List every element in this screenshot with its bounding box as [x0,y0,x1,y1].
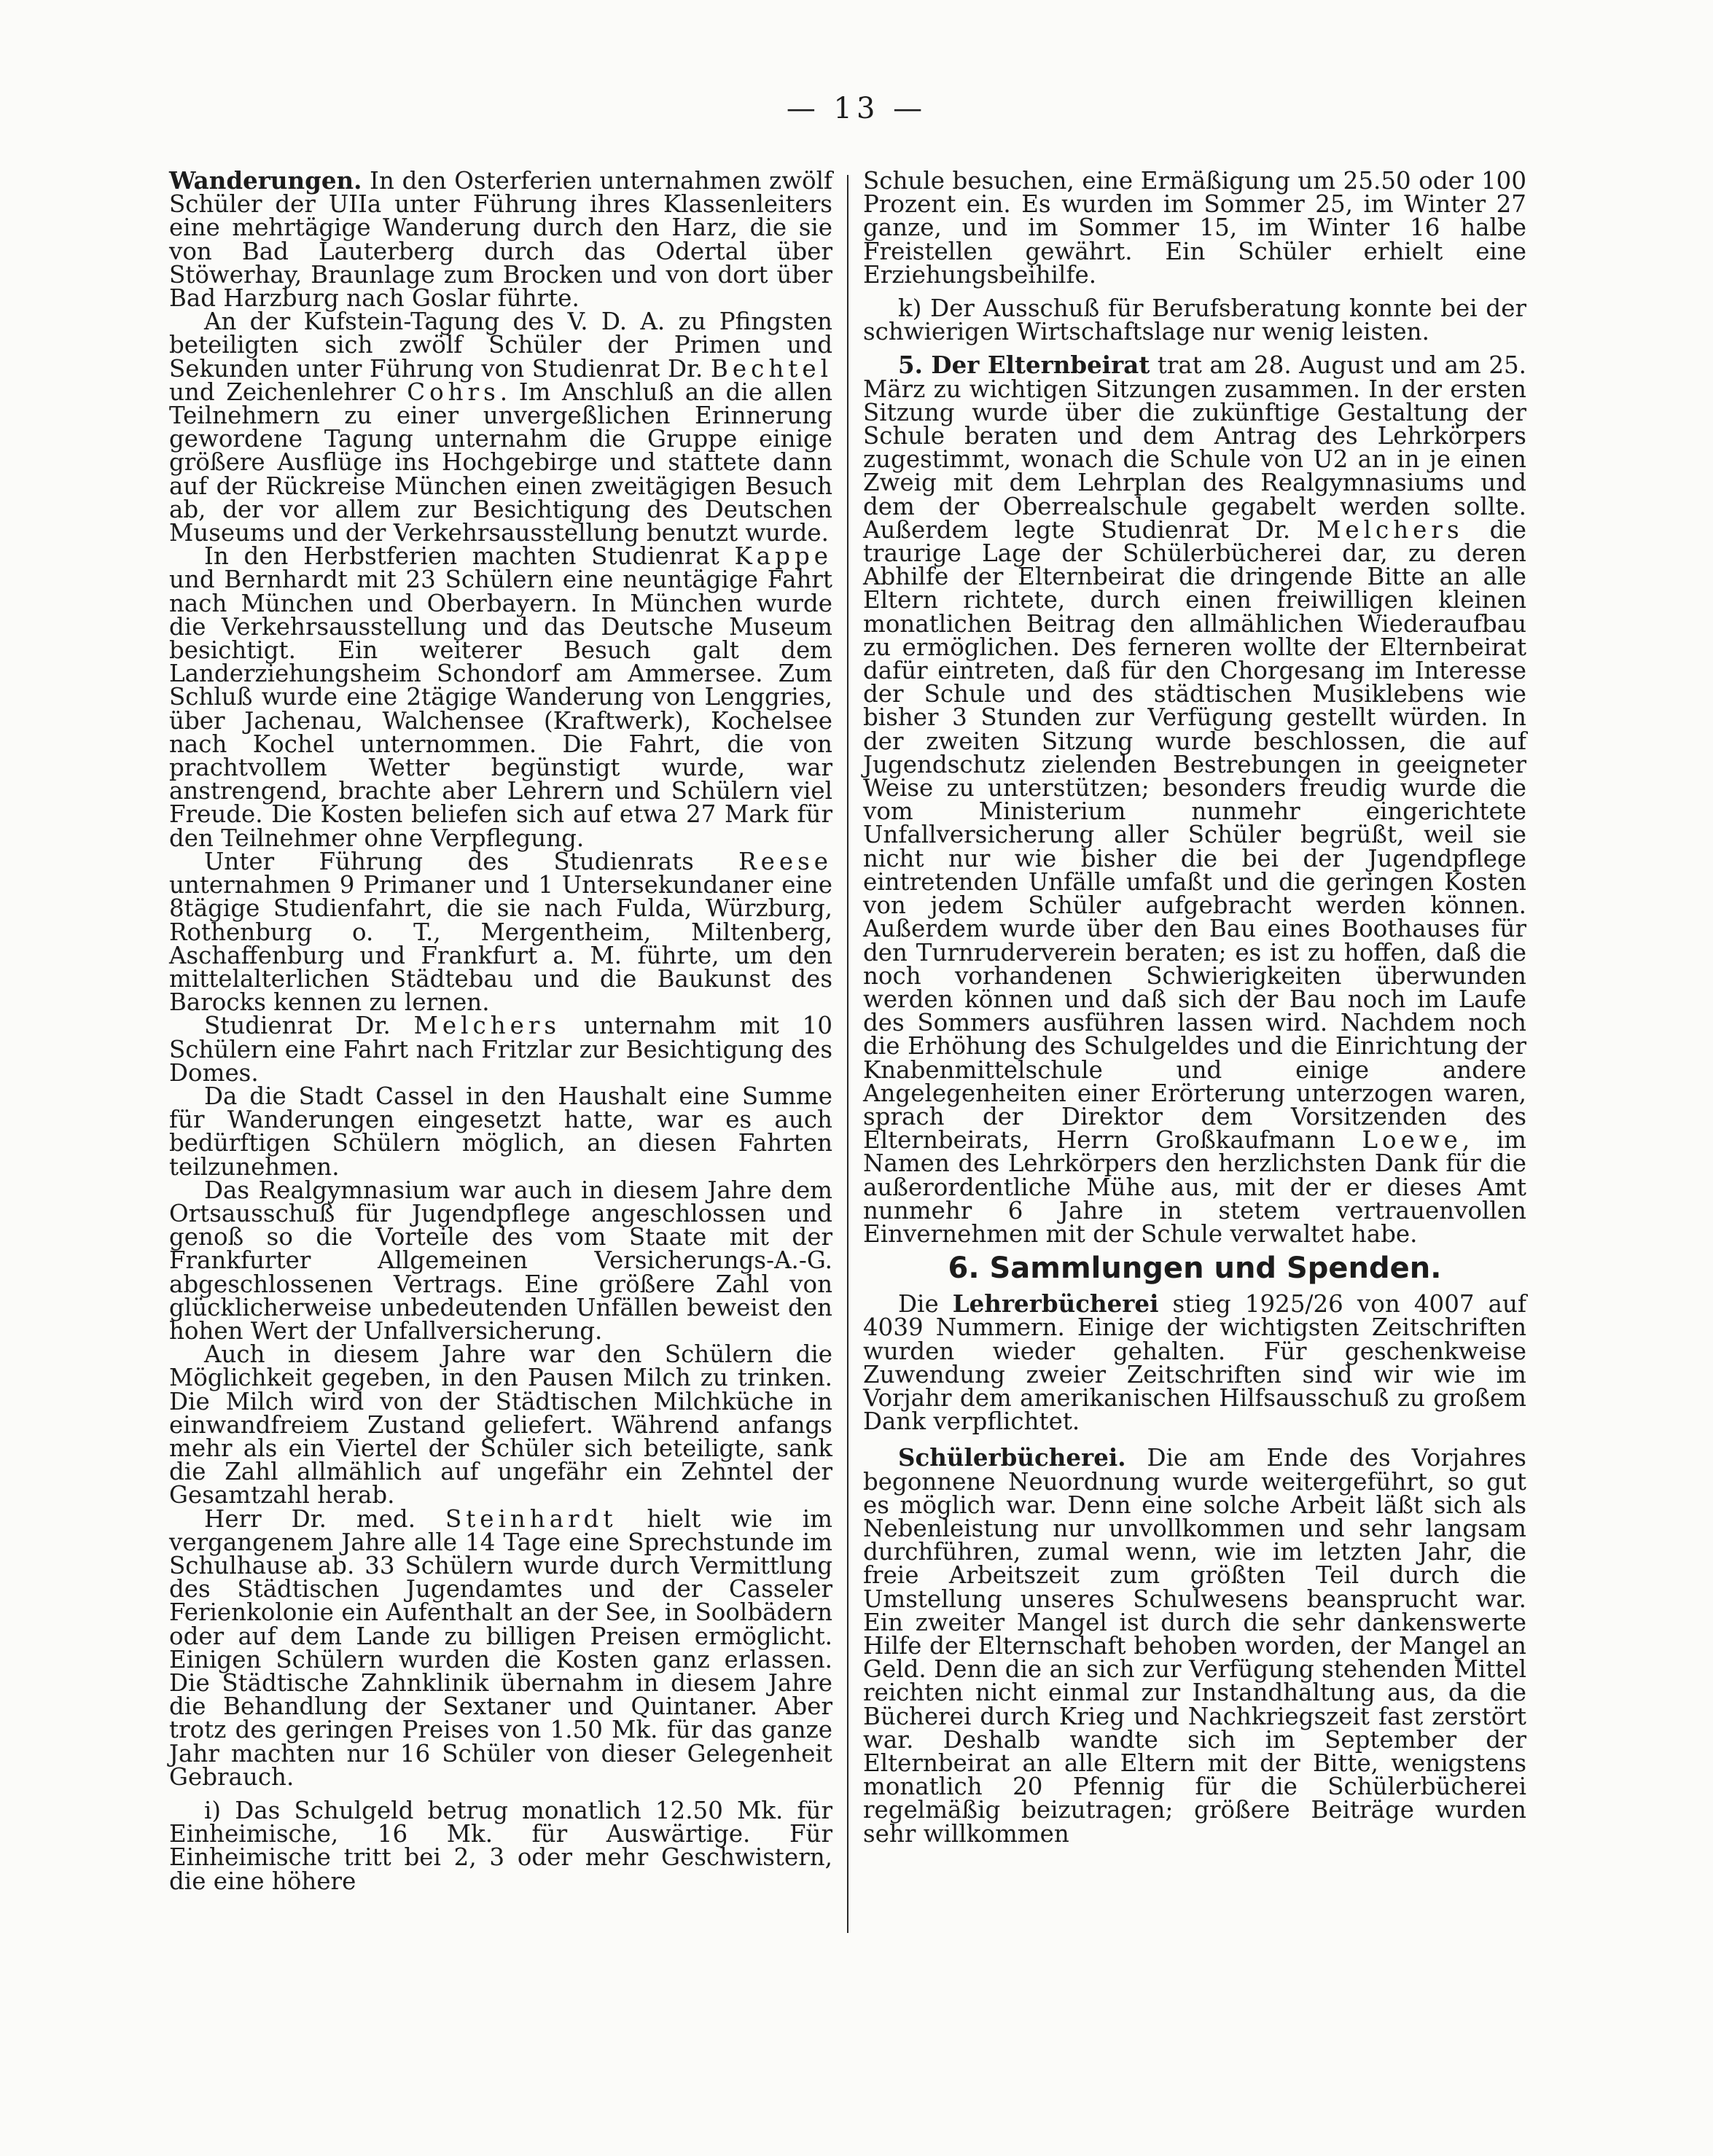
run-in-heading-wanderungen: Wanderungen. [169,166,362,195]
left-column [169,166,833,1895]
paragraph-schuelerbuecherei: Schülerbücherei. Die am Ende des Vorjahres begonnene Neuordnung wurde weitergeführt, so gut es möglich war. Denn eine solche Arbeit läßt sich als Nebenleistung nur unvollkommen und sehr langsam durchführen, zumal wenn, wie im letzten Jahr, die freie Arbeitszeit zum größten Teil durch die Umstellung unseres Schulwesens beansprucht war. Ein zweiter Mangel ist durch die sehr dankenswerte Hilfe der Elternschaft behoben worden, der Mangel an Geld. Denn die an sich zur Verfügung stehenden Mittel reichten nicht einmal zur Instandhaltung aus, da die Bücherei durch Krieg und Nachkriegszeit fast zerstört war. Deshalb wandte sich im September der Elternbeirat an alle Eltern mit der Bitte, wenigstens monatlich 20 Pfennig für die Schülerbücherei regelmäßig beizutragen; größere Beiträge wurden sehr willkommen [863,1443,1526,1848]
paragraph-fritzlar: Studienrat Dr. Melchers unternahm mit 10 Schülern eine Fahrt nach Fritzlar zur Besichtigung des Domes. [169,1012,833,1087]
name-melchers-2: Melchers [1316,515,1464,544]
run-in-heading-lehrerbuecherei: Lehrerbücherei [952,1289,1159,1319]
paragraph-elternbeirat: 5. Der Elternbeirat trat am 28. August und am 25. März zu wichtigen Sitzungen zusammen. In der ersten Sitzung wurde über die zukünftige Gestaltung der Schule beraten und dem Antrag des Lehrkörpers zugestimmt, wonach die Schule von U2 an in je einen Zweig mit dem Lehrplan des Realgymnasiums und dem der Oberrealschule gegabelt werden sollte. Außerdem legte Studienrat Dr. Melchers die traurige Lage der Schülerbücherei dar, zu deren Abhilfe der Elternbeirat die dringende Bitte an alle Eltern richtete, durch einen freiwilligen kleinen monatlichen Beitrag den allmählichen Wiederaufbau zu ermöglichen. Des ferneren wollte der Elternbeirat dafür eintreten, daß für den Chorgesang im Interesse der Schule und des städtischen Musiklebens wie bisher 3 Stunden zur Verfügung gestellt würden. In der zweiten Sitzung wurde beschlossen, die auf Jugendschutz zielenden Bestrebungen in geeigneter Weise zu unterstützen; besonders freudig wurde die vom Ministerium nunmehr eingerichtete Unfallversicherung aller Schüler begrüßt, weil sie nicht nur wie bisher die bei der Jugendpflege eintretenden Unfälle umfaßt und die geringen Kosten von jedem Schüler aufgebracht werden können. Außerdem wurde über den Bau eines Boothauses für den Turnruderverein beraten; es ist zu hoffen, daß die noch vorhandenen Schwierigkeiten überwunden werden können und daß sich der Bau noch im Laufe des Sommers ausführen lassen wird. Nachdem noch die Erhöhung des Schulgeldes und die Einrichtung der Knabenmittelschule und einige andere Angelegenheiten einer Erörterung unterzogen waren, sprach der Direktor dem Vorsitzenden des Elternbeirats, Herrn Großkaufmann Loewe, im Namen des Lehrkörpers den herzlichsten Dank für die außerordentliche Mühe aus, mit der er dieses Amt nunmehr 6 Jahre in stetem vertrauenvollen Einvernehmen mit der Schule verwaltet habe. [863,351,1527,1248]
name-kappe: Kappe [734,542,832,571]
name-bechtel: Bechtel [711,354,832,383]
name-steinhardt: Steinhardt [445,1504,617,1533]
right-column [863,169,1526,1846]
run-in-heading-schuelerbuecherei: Schülerbücherei. [898,1443,1126,1472]
paragraph-wanderungen: Wanderungen. In den Osterferien unternahmen zwölf Schüler der UIIa unter Führung ihres Klassenleiters eine mehrtägige Wanderung durch den Harz, die sie von Bad Lauterberg durch das Odertal über Stöwerhay, Braunlage zum Brocken und von dort über Bad Harzburg nach Goslar führte. [169,166,832,313]
paragraph-herbstferien: In den Herbstferien machten Studienrat Kappe und Bernhardt mit 23 Schülern eine neuntägige Fahrt nach München und Oberbayern. In München wurde die Verkehrsausstellung und das Deutsche Museum besichtigt. Ein weiterer Besuch galt dem Landerziehungsheim Schondorf am Ammersee. Zum Schluß wurde eine 2tägige Wanderung von Lenggries, über Jachenau, Walchensee (Kraftwerk), Kochelsee nach Kochel unternommen. Die Fahrt, die von prachtvollem Wetter begünstigt wurde, war anstrengend, brachte aber Lehrern und Schülern viel Freude. Die Kosten beliefen sich auf etwa 27 Mark für den Teilnehmer ohne Verpflegung. [169,542,832,852]
name-cohrs: Cohrs [407,378,500,406]
paragraph-wanderungen-kosten: Da die Stadt Cassel in den Haushalt eine Summe für Wanderungen eingesetzt hatte, war es auch bedürftigen Schülern möglich, an diesen Fahrten teilzunehmen. [169,1082,832,1181]
paragraph-studienfahrt: Unter Führung des Studienrats Reese unternahmen 9 Primaner und 1 Untersekundaner eine 8tägige Studienfahrt, die sie nach Fulda, Würzburg, Rothenburg o. T., Mergentheim, Miltenberg, Aschaffenburg und Frankfurt a. M. führte, um den mittelalterlichen Städtebau und die Baukunst des Barocks kennen zu lernen. [169,847,832,1017]
page-number: — 13 — [786,92,927,125]
paragraph-lehrerbuecherei: Die Lehrerbücherei stieg 1925/26 von 4007 auf 4039 Nummern. Einige der wichtigsten Zeitschriften wurden wieder gehalten. Für geschenkweise Zuwendung zweier Zeitschriften sind wir wie im Vorjahr dem amerikanischen Hilfsausschuß zu großem Dank verpflichtet. [863,1289,1527,1436]
run-in-heading-elternbeirat: 5. Der Elternbeirat [898,351,1150,380]
column-divider [847,175,848,1933]
paragraph-kufstein: An der Kufstein-Tagung des V. D. A. zu Pfingsten beteiligten sich zwölf Schüler der Primen und Sekunden unter Führung von Studienrat Dr. Bechtel und Zeichenlehrer Cohrs. Im Anschluß an die allen Teilnehmern zu einer unvergeßlichen Erinnerung gewordene Tagung unternahm die Gruppe einige größere Ausflüge ins Hochgebirge und stattete dann auf der Rückreise München einen zweitägigen Besuch ab, der vor allem zur Besichtigung des Deutschen Museums und der Verkehrsausstellung benutzt wurde. [169,308,832,547]
paragraph-berufsberatung: k) Der Ausschuß für Berufsberatung konnte bei der schwierigen Wirtschaftslage nur wenig leisten. [863,294,1526,346]
name-melchers: Melchers [413,1012,561,1040]
name-reese: Reese [738,847,832,875]
paragraph-milch: Auch in diesem Jahre war den Schülern die Möglichkeit gegeben, in den Pausen Milch zu trinken. Die Milch wird von der Städtischen Milchküche in einwandfreiem Zustand geliefert. Während anfangs mehr als ein Viertel der Schüler sich beteiligte, sank die Zahl allmählich auf ungefähr ein Zehntel der Gesamtzahl herab. [169,1340,832,1509]
paragraph-schulgeld: i) Das Schulgeld betrug monatlich 12.50 Mk. für Einheimische, 16 Mk. für Auswärtige. Für Einheimische tritt bei 2, 3 oder mehr Geschwistern, die eine höhere [169,1797,832,1895]
section-heading-sammlungen: 6. Sammlungen und Spenden. [948,1251,1442,1286]
paragraph-jugendpflege: Das Realgymnasium war auch in diesem Jahre dem Ortsausschuß für Jugendpflege angeschlossen und genoß so die Vorteile des vom Staate mit der Frankfurter Allgemeinen Versicherungs-A.-G. abgeschlossenen Vertrags. Eine größere Zahl von glücklicherweise unbedeutenden Unfällen beweist den hohen Wert der Unfallversicherung. [169,1176,832,1345]
paragraph-ermaessigung: Schule besuchen, eine Ermäßigung um 25.50 oder 100 Prozent ein. Es wurden im Sommer 25, im Winter 27 ganze, und im Sommer 15, im Winter 16 halbe Freistellen gewährt. Ein Schüler erhielt eine Erziehungsbeihilfe. [863,167,1526,289]
name-loewe: Loewe [1362,1126,1462,1155]
paragraph-sprechstunde: Herr Dr. med. Steinhardt hielt wie im vergangenem Jahre alle 14 Tage eine Sprechstunde im Schulhause ab. 33 Schülern wurde durch Vermittlung des Städtischen Jugendamtes und der Casseler Ferienkolonie ein Aufenthalt an der See, in Soolbädern oder auf dem Lande zu billigen Preisen ermöglicht. Einigen Schülern wurden die Kosten ganz erlassen. Die Städtische Zahnklinik übernahm in diesem Jahre die Behandlung der Sextaner und Quintaner. Aber trotz des geringen Preises von 1.50 Mk. für das ganze Jahr machten nur 16 Schüler von dieser Gelegenheit Gebrauch. [169,1504,832,1791]
